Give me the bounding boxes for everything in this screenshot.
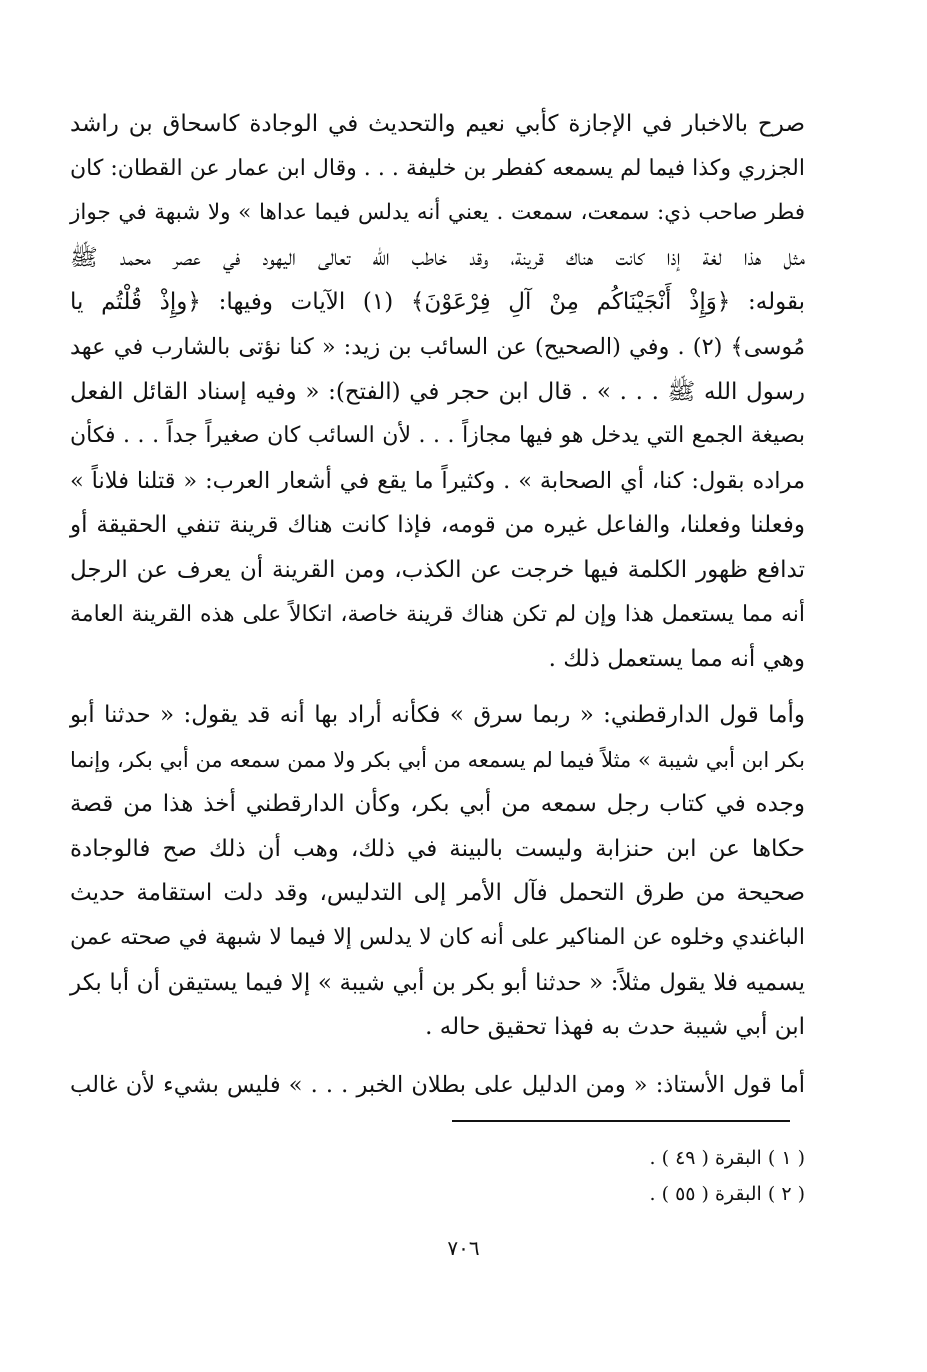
paragraph-2 xyxy=(70,693,805,1050)
footnote-1: ( ١ ) البقرة ( ٤٩ ) . xyxy=(649,1147,805,1169)
text-line: بقوله: ﴿وَإِذْ أَنْجَيْنَاكُم مِنْ آلِ فِرْعَوْنَ﴾ (١) الآيات وفيها: ﴿وإِذْ قُلْتُم يا xyxy=(70,289,805,316)
text-line: مراده بقول: كنا، أي الصحابة » . وكثيراً ما يقع في أشعار العرب: « قتلنا فلاناً » xyxy=(70,467,805,494)
text-line: رسول الله ﷺ . . . » . قال ابن حجر في (الفتح): « وفيه إسناد القائل الفعل xyxy=(70,378,805,405)
text-line: ابن أبي شيبة حدث به فهذا تحقيق حاله . xyxy=(425,1014,805,1041)
text-line: أنه مما يستعمل هذا وإن لم تكن هناك قرينة خاصة، اتكالاً على هذه القرينة العامة xyxy=(70,601,805,627)
text-line: مُوسى﴾ (٢) . وفي (الصحيح) عن السائب بن زيد: « كنا نؤتى بالشارب في عهد xyxy=(70,333,805,360)
footnotes xyxy=(450,1140,805,1212)
footnote-2: ( ٢ ) البقرة ( ٥٥ ) . xyxy=(649,1183,805,1205)
text-line: وأما قول الدارقطني: « ربما سرق » فكأنه أراد بها أنه قد يقول: « حدثنا أبو xyxy=(70,702,805,728)
text-line: حكاها عن ابن حنزابة وليست بالبينة في ذلك، وهب أن ذلك صح فالوجادة xyxy=(70,835,805,862)
text-line: وهي أنه مما يستعمل ذلك . xyxy=(548,646,805,673)
text-line: تدافع ظهور الكلمة فيها خرجت عن الكذب، ومن القرينة أن يعرف عن الرجل xyxy=(70,556,805,583)
footnote-separator xyxy=(452,1120,790,1122)
paragraph-1 xyxy=(70,102,805,682)
text-line: بكر ابن أبي شيبة » مثلاً فيما لم يسمعه من أبي بكر ولا ممن سمعه من أبي بكر، وإنما xyxy=(70,747,805,772)
text-line: صحيحة من طرق التحمل فآل الأمر إلى التدليس، وقد دلت استقامة حديث xyxy=(70,880,805,907)
text-line: وفعلنا وفعلنا، والفاعل غيره من قومه، فإذا كانت هناك قرينة تنفي الحقيقة أو xyxy=(70,512,805,539)
text-line: بصيغة الجمع التي يدخل هو فيها مجازاً . . . لأن السائب كان صغيراً جداً . . . فكأن xyxy=(70,423,805,449)
text-line: وجده في كتاب رجل سمعه من أبي بكر، وكأن الدارقطني أخذ هذا من قصة xyxy=(70,791,805,818)
text-line: مثل هذا لغة إذا كانت هناك قرينة، وقد خاطب الله تعالى اليهود في عصر محمد ﷺ xyxy=(70,244,805,271)
paragraph-3 xyxy=(70,1063,805,1108)
text-line: صرح بالاخبار في الإجازة كأبي نعيم والتحديث في الوجادة كاسحاق بن راشد xyxy=(70,111,805,137)
text-line: الباغندي وخلوه عن المناكير على أنه كان لا يدلس إلا فيما لا شبهة في صحته عمن xyxy=(70,924,805,950)
text-line: يسميه فلا يقول مثلاً: « حدثنا أبو بكر بن أبي شيبة » إلا فيما يستيقن أن أبا بكر xyxy=(70,969,805,996)
text-line: الجزري وكذا فيما لم يسمعه كفطر بن خليفة . . . وقال ابن عمار عن القطان: كان xyxy=(70,155,805,181)
text-line: فطر صاحب ذي: سمعت، سمعت . يعني أنه يدلس فيما عداها » ولا شبهة في جواز xyxy=(70,200,805,226)
text-line: أما قول الأستاذ: « ومن الدليل على بطلان الخبر . . . » فليس بشيء لأن غالب xyxy=(70,1072,805,1098)
page-number: ٧٠٦ xyxy=(447,1236,480,1260)
